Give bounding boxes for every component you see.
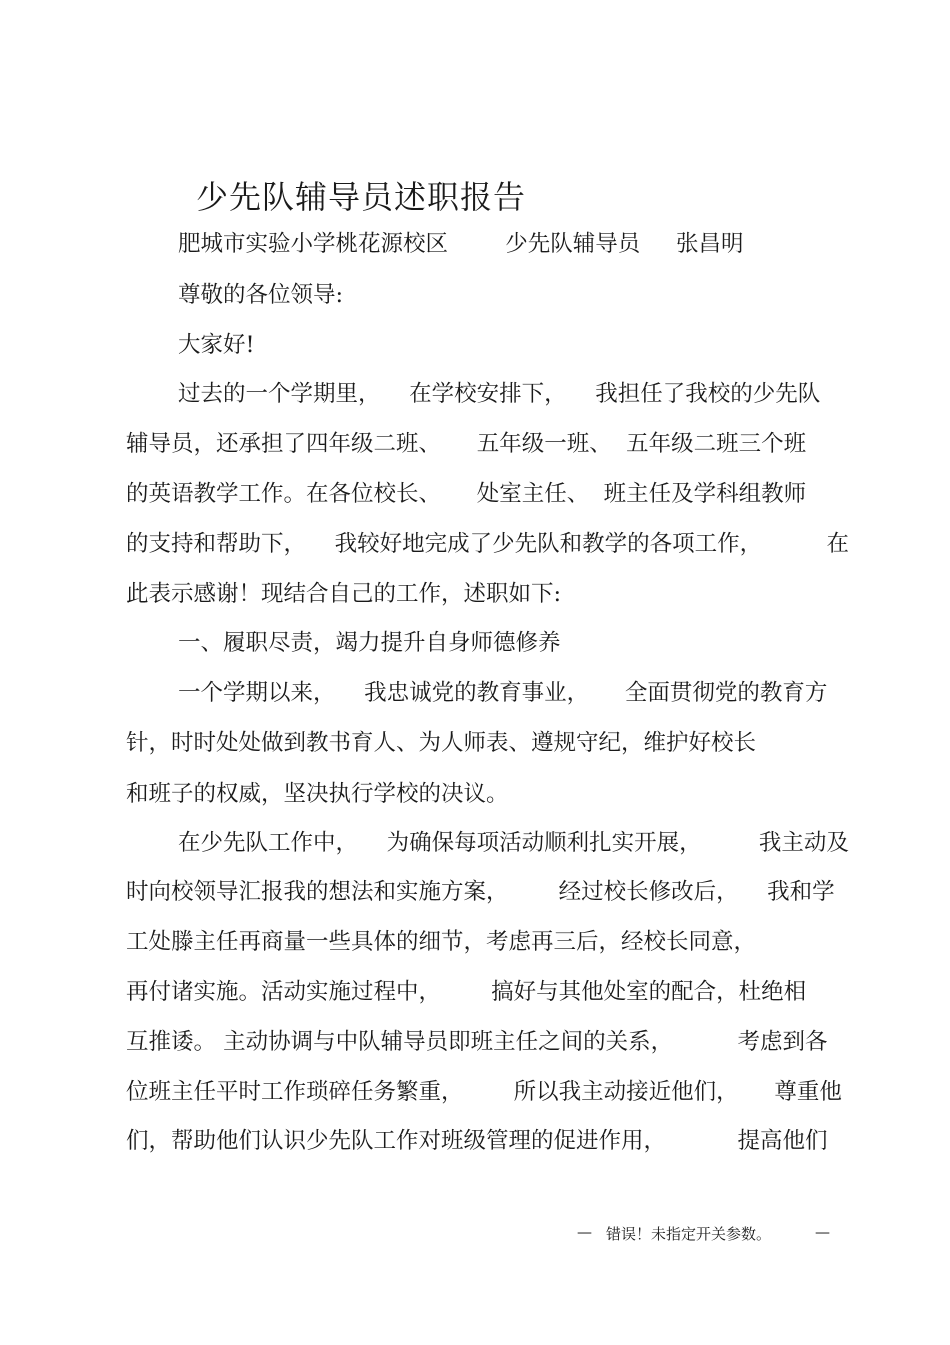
hello: 大家好!: [178, 332, 255, 358]
body-line: 的英语教学工作。在各位校长、 处室主任、 班主任及学科组教师: [126, 481, 807, 507]
greeting: 尊敬的各位领导:: [178, 282, 344, 308]
footer-right-dash: —: [815, 1223, 830, 1241]
body-line: 此表示感谢！现结合自己的工作，述职如下:: [126, 581, 562, 607]
body-line: 工处滕主任再商量一些具体的细节，考虑再三后，经校长同意，: [126, 929, 757, 955]
body-line: 的支持和帮助下， 我较好地完成了少先队和教学的各项工作， 在: [126, 531, 849, 557]
body-line: 过去的一个学期里， 在学校安排下， 我担任了我校的少先队: [178, 381, 821, 407]
body-line: 时向校领导汇报我的想法和实施方案， 经过校长修改后， 我和学: [126, 879, 835, 905]
footer-left-dash: —: [577, 1223, 592, 1241]
body-line: 们，帮助他们认识少先队工作对班级管理的促进作用， 提高他们: [126, 1128, 828, 1154]
footer-text: 错误！未指定开关参数。: [606, 1225, 772, 1243]
body-line: 和班子的权威，坚决执行学校的决议。: [126, 781, 509, 807]
body-line: 在少先队工作中， 为确保每项活动顺利扎实开展， 我主动及: [178, 830, 849, 856]
section-heading: 一、履职尽责，竭力提升自身师德修养: [178, 630, 561, 656]
body-line: 互推诿。 主动协调与中队辅导员即班主任之间的关系， 考虑到各: [126, 1029, 828, 1055]
body-line: 针，时时处处做到教书育人、为人师表、遵规守纪，维护好校长: [126, 730, 757, 756]
body-line: 一个学期以来， 我忠诚党的教育事业， 全面贯彻党的教育方: [178, 680, 828, 706]
body-line: 再付诸实施。活动实施过程中， 搞好与其他处室的配合，杜绝相: [126, 979, 807, 1005]
document-title: 少先队辅导员述职报告: [196, 178, 527, 216]
body-line: 位班主任平时工作琐碎任务繁重， 所以我主动接近他们， 尊重他: [126, 1079, 842, 1105]
body-line: 辅导员，还承担了四年级二班、 五年级一班、 五年级二班三个班: [126, 431, 807, 457]
author-line: 肥城市实验小学桃花源校区 少先队辅导员 张昌明: [178, 231, 744, 257]
